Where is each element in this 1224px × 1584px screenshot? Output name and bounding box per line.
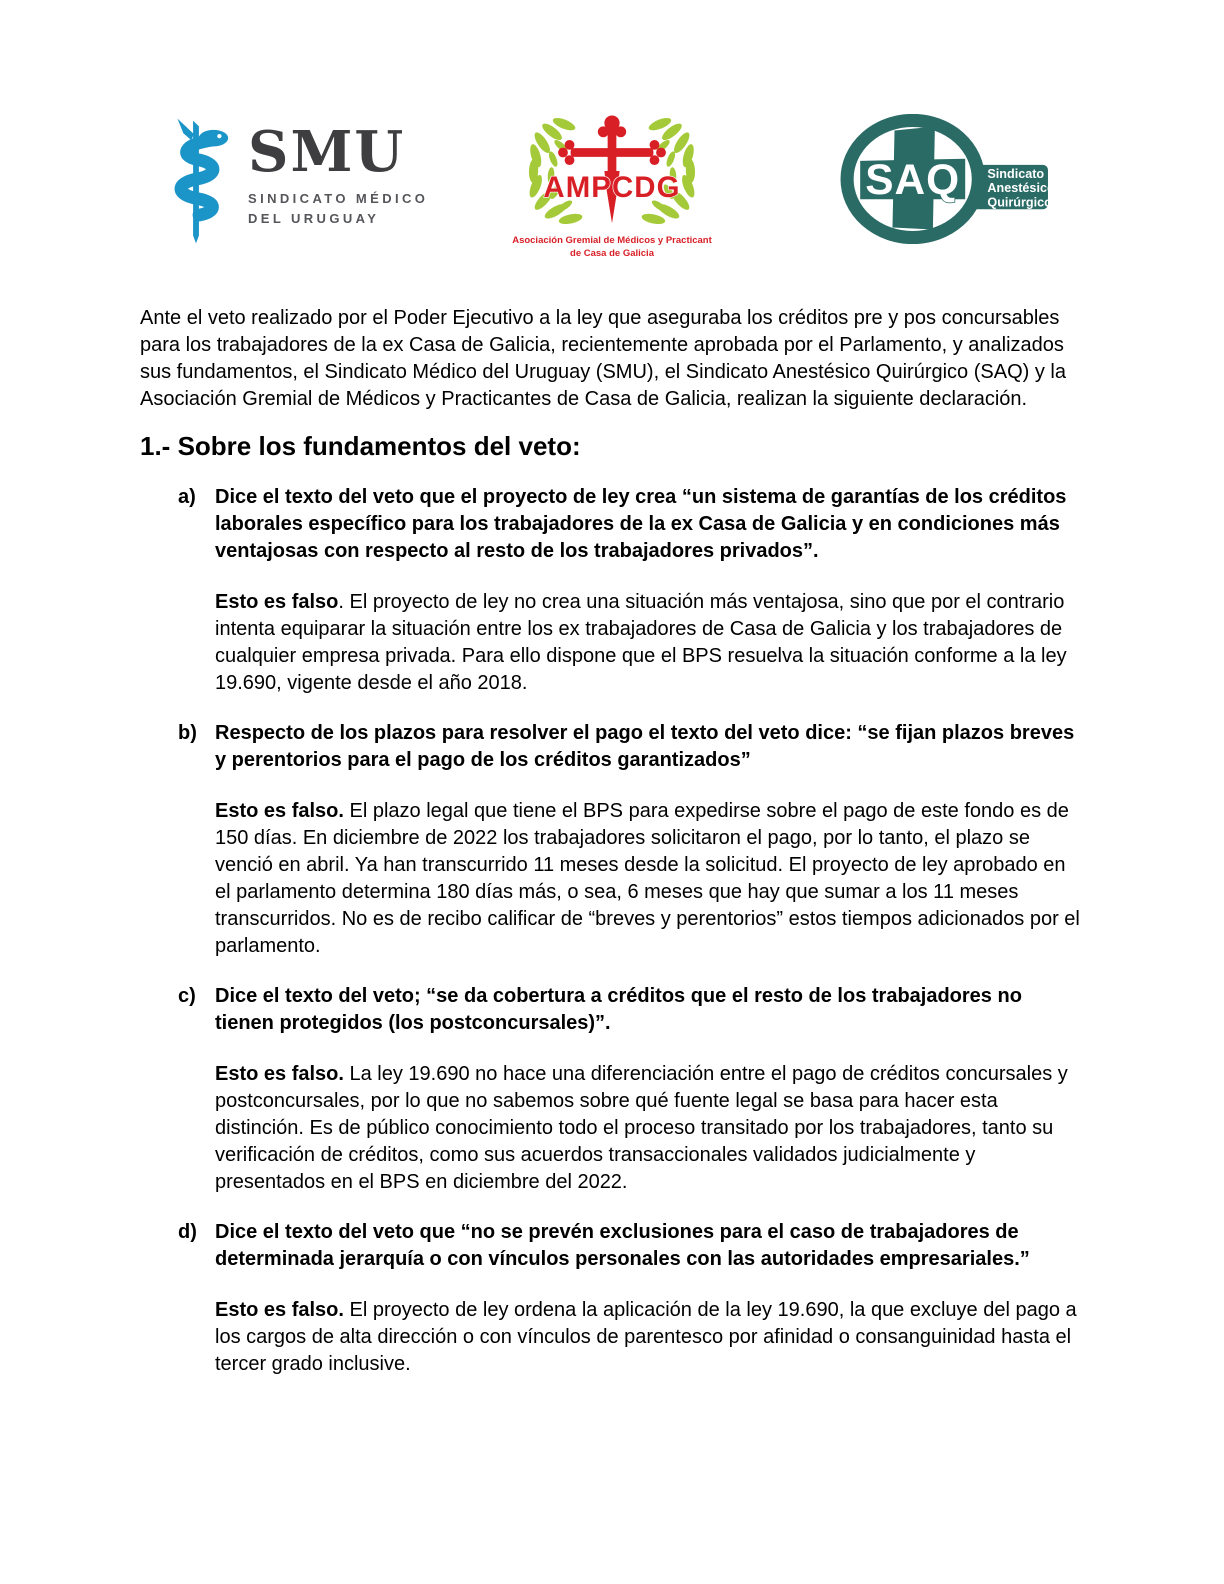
response-lead-b: Esto es falso. [215,800,344,822]
response-lead-c: Esto es falso. [215,1063,344,1085]
list-item-d-response [140,1297,1084,1378]
list-marker-d: d) [178,1221,197,1243]
ampcdg-caption [512,235,712,261]
smu-subtitle-line2: DEL URUGUAY [248,211,380,227]
list-item-b-statement [140,720,1084,774]
ampcdg-acronym: AMPCDG [543,171,681,205]
smu-logo-text [248,116,428,229]
response-lead-a: Esto es falso [215,591,339,613]
saq-acronym: SAQ [865,156,961,204]
smu-logo [158,116,428,244]
santiago-cross-icon [558,115,666,223]
list-item-d-statement [140,1219,1084,1273]
logos-header [0,0,1224,265]
response-lead-d: Esto es falso. [215,1299,344,1321]
ampcdg-wreath-cross-icon [512,171,712,236]
section-heading: 1.- Sobre los fundamentos del veto: [140,431,581,461]
list-item-c-response [140,1061,1084,1196]
intro-paragraph: Ante el veto realizado por el Poder Ejecutivo a la ley que aseguraba los créditos pre y pos concursables para los trabajadores de la ex Casa de Galicia, recientemente aprobada por el Parlamento, y analizados sus fundamentos, el Sindicato Médico del Uruguay (SMU), el Sindicato Anestésico Quirúrgico (SAQ) y la Asociación Gremial de Médicos y Practicantes de Casa de Galicia, realizan la siguiente declaración. [140,307,1066,410]
ampcdg-caption-line2: de Casa de Galicia [570,247,654,259]
saq-cross-oval-icon [840,156,1050,248]
statement-text-c: Dice el texto del veto; “se da cobertura a créditos que el resto de los trabajadores no tienen protegidos (los postconcursales)”. [215,985,1022,1034]
statement-text-b: Respecto de los plazos para resolver el pago el texto del veto dice: “se fijan plazos breves y perentorios para el pago de los créditos garantizados” [215,722,1075,771]
list-item-c-statement [140,983,1084,1037]
list-marker-b: b) [178,722,197,744]
smu-acronym: SMU [248,119,406,185]
document-body [0,305,1224,1378]
smu-subtitle-line1: SINDICATO MÉDICO [248,191,429,207]
smu-subtitle [248,189,428,229]
list-marker-c: c) [178,985,196,1007]
statement-text-a: Dice el texto del veto que el proyecto de ley crea “un sistema de garantías de los créditos laborales específico para los trabajadores de la ex Casa de Galicia y en condiciones más ventajosas con respecto al resto de los trabajadores privados”. [215,486,1067,562]
response-text-c: La ley 19.690 no hace una diferenciación entre el pago de créditos concursales y postconcursales, por lo que no sabemos sobre qué fuente legal se basa para hacer esta distinción. Es de público conocimiento todo el proceso transitado por los trabajadores, tanto su verificación de créditos, como sus acuerdos transaccionales validados judicialmente y presentados en el BPS en diciembre del 2022. [215,1063,1068,1193]
ampcdg-caption-line1: Asociación Gremial de Médicos y Practicant [512,235,712,246]
saq-logo [840,114,1050,249]
statement-text-d: Dice el texto del veto que “no se prevén exclusiones para el caso de trabajadores de determinada jerarquía o con vínculos personales con las autoridades empresariales.” [215,1221,1030,1270]
list-item-b-response [140,798,1084,960]
ampcdg-logo [512,110,712,261]
response-text-a: . El proyecto de ley no crea una situación más ventajosa, sino que por el contrario intenta equiparar la situación entre los ex trabajadores de Casa de Galicia y los trabajadores de cualquier empresa privada. Para ello dispone que el BPS resuelva la situación conforme a la ley 19.690, vigente desde el año 2018. [215,591,1067,694]
response-text-d: El proyecto de ley ordena la aplicación de la ley 19.690, la que excluye del pago a los cargos de alta dirección o con vínculos de parentesco por afinidad o consanguinidad hasta el tercer grado inclusive. [215,1299,1077,1375]
response-text-b: El plazo legal que tiene el BPS para expedirse sobre el pago de este fondo es de 150 días. En diciembre de 2022 los trabajadores solicitaron el pago, por lo tanto, el plazo se venció en abril. Ya han transcurrido 11 meses desde la solicitud. El proyecto de ley aprobado en el parlamento determina 180 días más, o sea, 6 meses que hay que sumar a los 11 meses transcurridos. No es de recibo calificar de “breves y perentorios” estos tiempos adicionados por el parlamento. [215,800,1080,957]
saq-tagline-line2: Anestésico [987,181,1050,196]
smu-caduceus-icon [158,116,234,244]
list-item-a-statement [140,484,1084,565]
saq-tagline-line3: Quirúrgico [987,195,1050,210]
list-item-a-response [140,589,1084,697]
saq-tagline-line1: Sindicato [987,166,1045,181]
list-marker-a: a) [178,486,196,508]
